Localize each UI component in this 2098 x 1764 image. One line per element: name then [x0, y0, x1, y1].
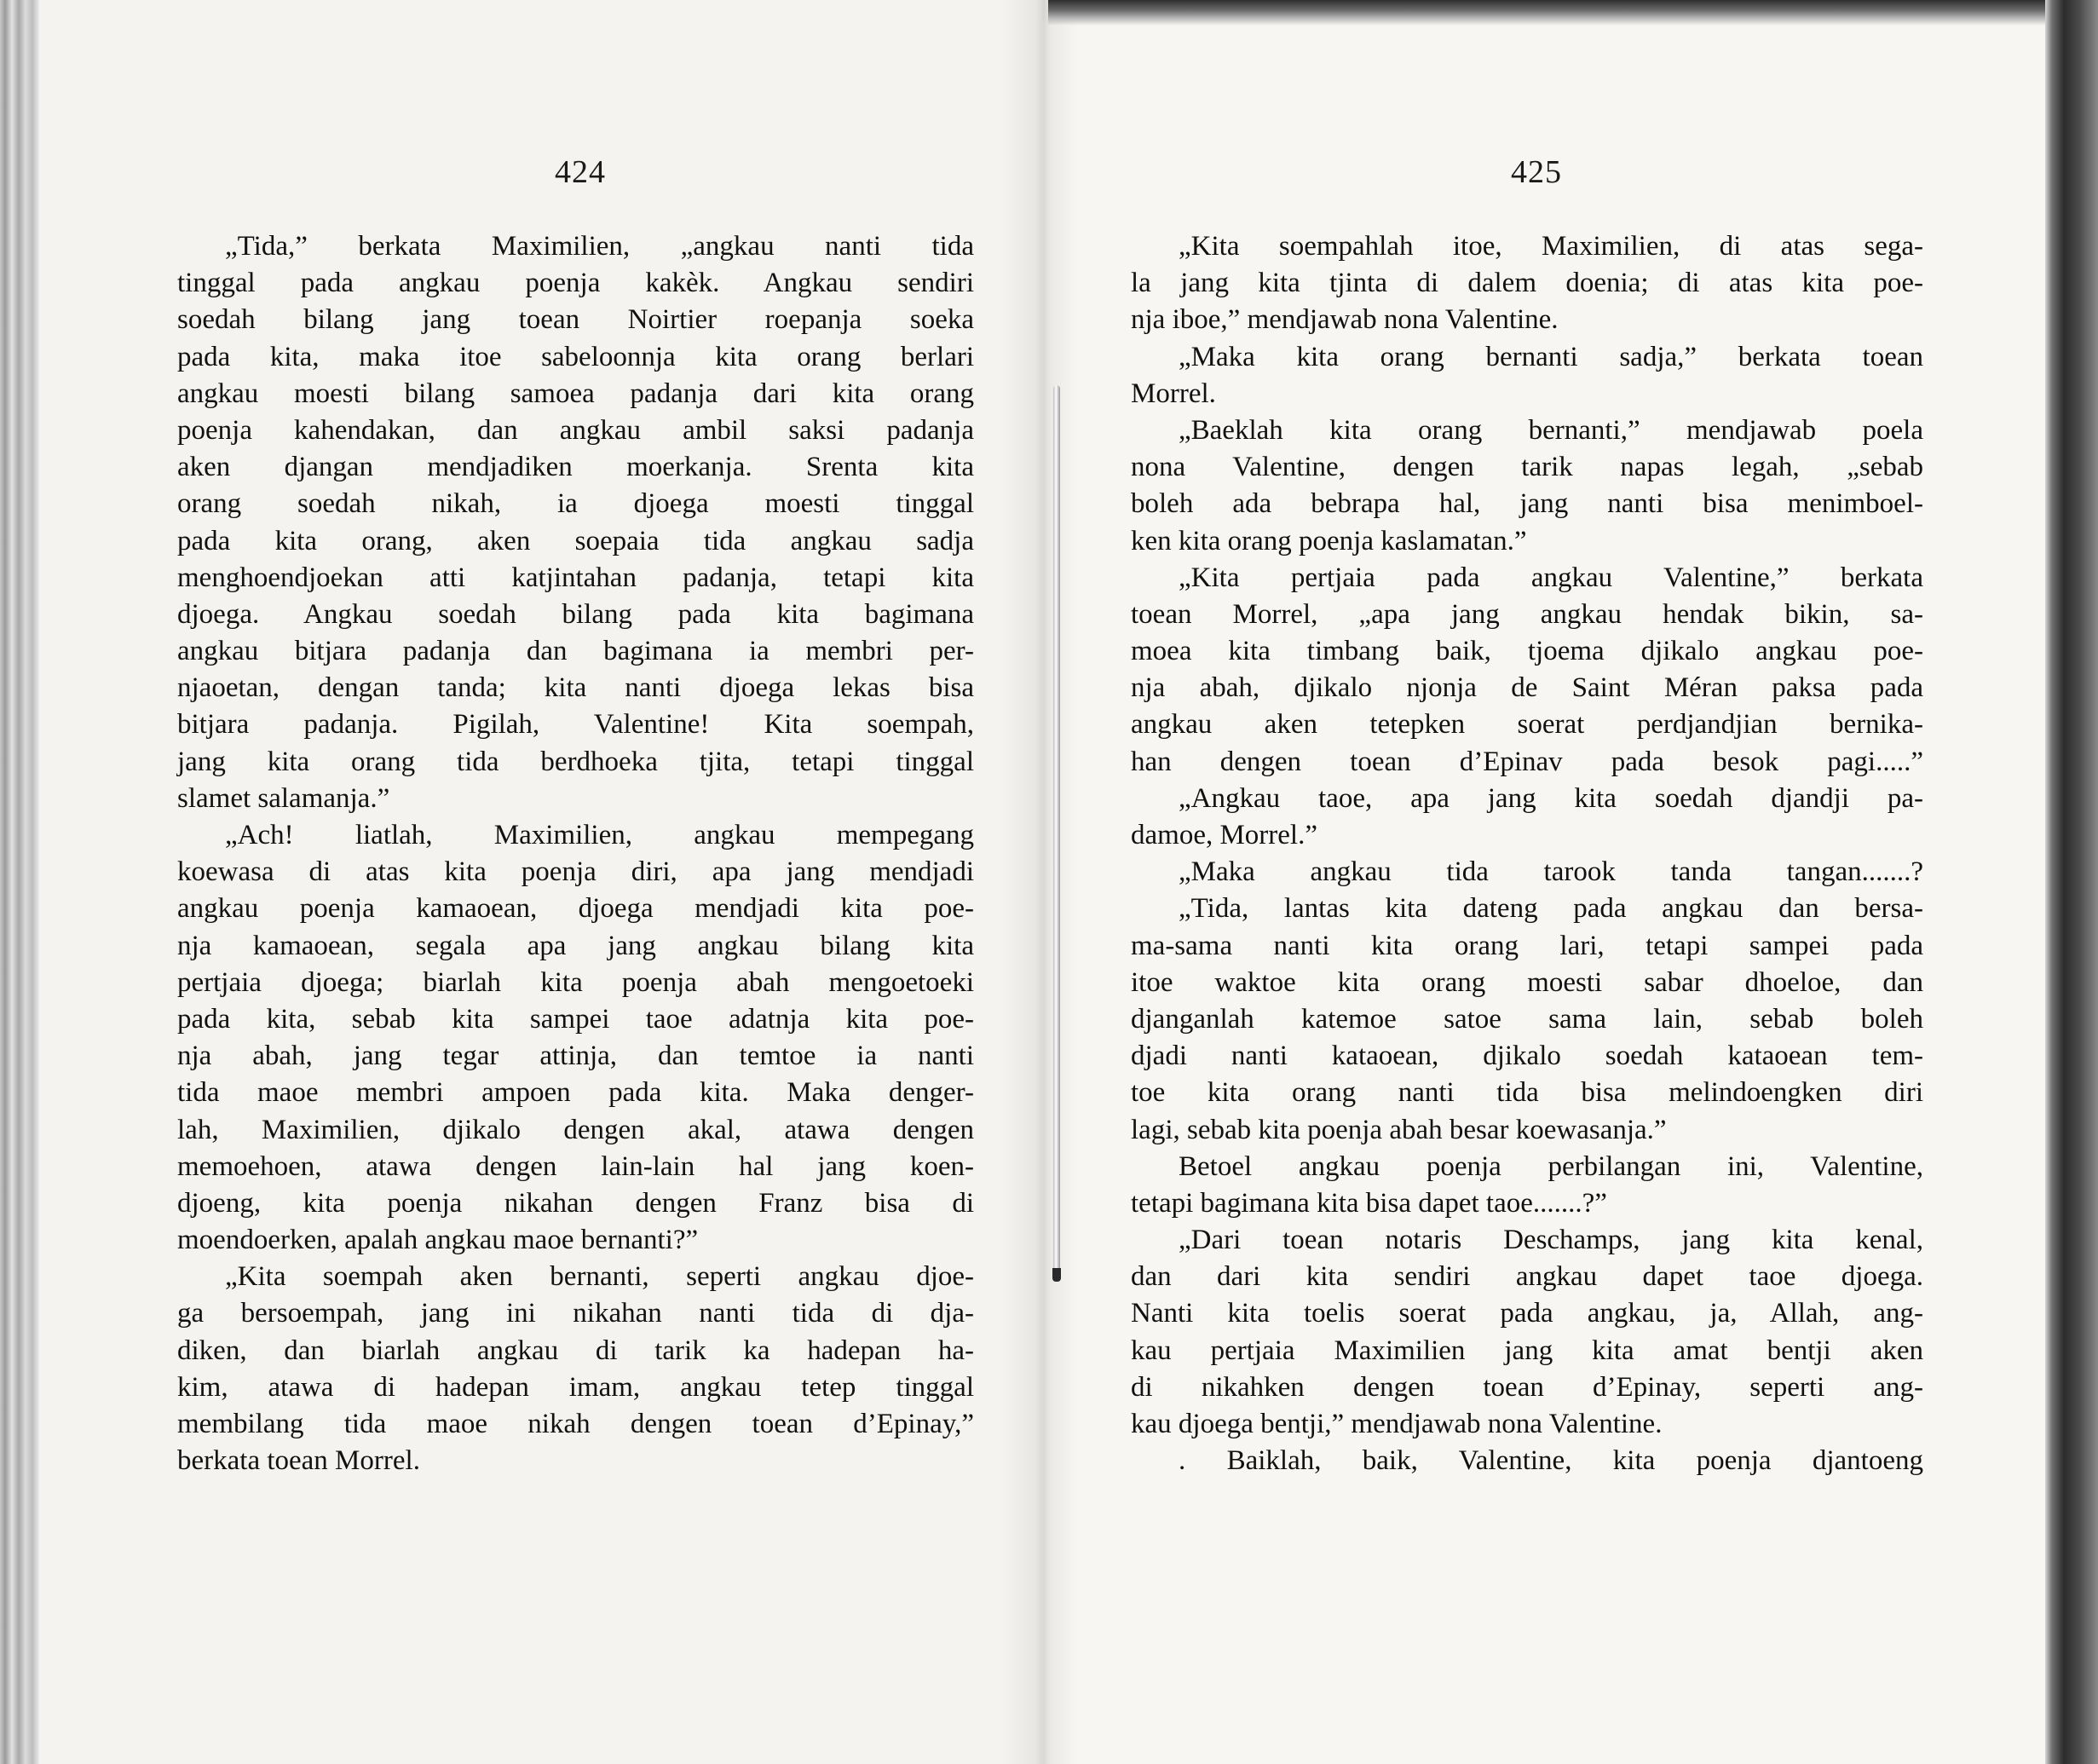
text-line: „Baeklah kita orang bernanti,” mendjawab poela: [1179, 414, 1923, 446]
text-line: „Kita soempahlah itoe, Maximilien, di atas sega-: [1179, 231, 1923, 262]
text-line: pada kita, maka itoe sabeloonnja kita orang berlari: [177, 341, 974, 372]
text-line: lagi, sebab kita poenja abah besar koewasanja.”: [1131, 1114, 1667, 1145]
text-line: di nikahken dengen toean d’Epinay, seperti ang-: [1131, 1371, 1923, 1403]
text-line: pada kita orang, aken soepaia tida angkau sadja: [177, 525, 974, 556]
page-number-right: 425: [1511, 154, 1562, 190]
book-edge-right: [2045, 0, 2098, 1764]
text-line: Betoel angkau poenja perbilangan ini, Valentine,: [1179, 1150, 1923, 1182]
text-line: pada kita, sebab kita sampei taoe adatnja kita poe-: [177, 1003, 974, 1035]
text-line: „Kita pertjaia pada angkau Valentine,” berkata: [1179, 562, 1923, 593]
text-line: memoehoen, atawa dengen lain-lain hal jang koen-: [177, 1150, 974, 1182]
text-line: bitjara padanja. Pigilah, Valentine! Kita soempah,: [177, 709, 974, 741]
bookmark-ribbon-tip: [1052, 1268, 1061, 1282]
text-line: djoeng, kita poenja nikahan dengen Franz bisa di: [177, 1187, 974, 1219]
book-edge-left: [0, 0, 39, 1764]
text-line: „Dari toean notaris Deschamps, jang kita kenal,: [1179, 1225, 1923, 1256]
text-line: djadi nanti kataoean, djikalo soedah kataoean tem-: [1131, 1041, 1923, 1072]
text-line: han dengen toean d’Epinav pada besok pagi.....”: [1131, 746, 1923, 777]
text-line: „Tida,” berkata Maximilien, „angkau nanti tida: [225, 231, 974, 262]
text-line: koewasa di atas kita poenja diri, apa jang mendjadi: [177, 856, 974, 888]
text-line: „Tida, lantas kita dateng pada angkau dan bersa-: [1179, 893, 1923, 925]
text-line: slamet salamanja.”: [177, 782, 390, 814]
text-line: „Maka kita orang bernanti sadja,” berkata toean: [1179, 341, 1923, 372]
text-line: ken kita orang poenja kaslamatan.”: [1131, 525, 1527, 556]
text-line: nja abah, jang tegar attinja, dan temtoe ia nanti: [177, 1041, 974, 1072]
bookmark-ribbon: [1053, 385, 1060, 1271]
text-line: . Baiklah, baik, Valentine, kita poenja djantoeng: [1179, 1445, 1923, 1477]
text-line: la jang kita tjinta di dalem doenia; di atas kita poe-: [1131, 268, 1923, 299]
text-line: jang kita orang tida berdhoeka tjita, tetapi tinggal: [177, 746, 974, 777]
text-line: poenja kahendakan, dan angkau ambil saksi padanja: [177, 414, 974, 446]
text-line: nja kamaoean, segala apa jang angkau bilang kita: [177, 930, 974, 961]
text-line: damoe, Morrel.”: [1131, 820, 1317, 850]
text-line: ga bersoempah, jang ini nikahan nanti tida di dja-: [177, 1298, 974, 1329]
text-line: toean Morrel, „apa jang angkau hendak bikin, sa-: [1131, 598, 1923, 630]
text-line: dan dari kita sendiri angkau dapet taoe djoega.: [1131, 1261, 1923, 1293]
page-number-left: 424: [555, 154, 606, 190]
text-line: tetapi bagimana kita bisa dapet taoe.......?”: [1131, 1187, 1607, 1219]
text-line: angkau poenja kamaoean, djoega mendjadi kita poe-: [177, 893, 974, 925]
book-edge-top: [1048, 0, 2045, 26]
text-line: menghoendjoekan atti katjintahan padanja, tetapi kita: [177, 562, 974, 593]
book-gutter: [1001, 0, 1078, 1764]
text-line: njaoetan, dengan tanda; kita nanti djoega lekas bisa: [177, 672, 974, 704]
text-line: pertjaia djoega; biarlah kita poenja abah mengoetoeki: [177, 966, 974, 998]
text-line: membilang tida maoe nikah dengen toean d’Epinay,”: [177, 1409, 974, 1439]
text-line: diken, dan biarlah angkau di tarik ka hadepan ha-: [177, 1335, 974, 1366]
text-line: orang soedah nikah, ia djoega moesti tinggal: [177, 488, 974, 520]
text-line: boleh ada bebrapa hal, jang nanti bisa menimboel-: [1131, 488, 1923, 520]
text-line: angkau aken tetepken soerat perdjandjian bernika-: [1131, 709, 1923, 741]
text-line: tida maoe membri ampoen pada kita. Maka denger-: [177, 1077, 974, 1109]
text-line: tinggal pada angkau poenja kakèk. Angkau sendiri: [177, 268, 974, 299]
text-line: aken djangan mendjadiken moerkanja. Srenta kita: [177, 452, 974, 483]
text-line: ma-sama nanti kita orang lari, tetapi sampei pada: [1131, 930, 1923, 961]
text-line: Morrel.: [1131, 378, 1216, 409]
left-page-text: [177, 228, 974, 1479]
text-line: „Ach! liatlah, Maximilien, angkau mempegang: [225, 820, 974, 850]
right-page-text: [1131, 228, 1923, 1479]
text-line: kim, atawa di hadepan imam, angkau tetep tinggal: [177, 1371, 974, 1403]
text-line: lah, Maximilien, djikalo dengen akal, atawa dengen: [177, 1114, 974, 1145]
text-line: itoe waktoe kita orang moesti sabar dhoeloe, dan: [1131, 966, 1923, 998]
text-line: nja abah, djikalo njonja de Saint Méran paksa pada: [1131, 672, 1923, 704]
text-line: „Maka angkau tida tarook tanda tangan.......?: [1179, 856, 1923, 888]
text-line: kau djoega bentji,” mendjawab nona Valentine.: [1131, 1409, 1663, 1439]
text-line: kau pertjaia Maximilien jang kita amat bentji aken: [1131, 1335, 1923, 1366]
text-line: angkau moesti bilang samoea padanja dari kita orang: [177, 378, 974, 409]
text-line: „Kita soempah aken bernanti, seperti angkau djoe-: [225, 1261, 974, 1293]
text-line: „Angkau taoe, apa jang kita soedah djandji pa-: [1179, 782, 1923, 814]
text-line: nona Valentine, dengen tarik napas legah, „sebab: [1131, 452, 1923, 483]
text-line: berkata toean Morrel.: [177, 1445, 420, 1477]
text-line: soedah bilang jang toean Noirtier roepanja soeka: [177, 304, 974, 336]
text-line: moendoerken, apalah angkau maoe bernanti?”: [177, 1225, 699, 1256]
text-line: nja iboe,” mendjawab nona Valentine.: [1131, 304, 1559, 336]
text-line: djoega. Angkau soedah bilang pada kita bagimana: [177, 598, 974, 630]
text-line: djanganlah katemoe satoe sama lain, sebab boleh: [1131, 1003, 1923, 1035]
text-line: toe kita orang nanti tida bisa melindoengken diri: [1131, 1077, 1923, 1109]
text-line: angkau bitjara padanja dan bagimana ia membri per-: [177, 636, 974, 667]
text-line: moea kita timbang baik, tjoema djikalo angkau poe-: [1131, 636, 1923, 667]
text-line: Nanti kita toelis soerat pada angkau, ja, Allah, ang-: [1131, 1298, 1923, 1329]
